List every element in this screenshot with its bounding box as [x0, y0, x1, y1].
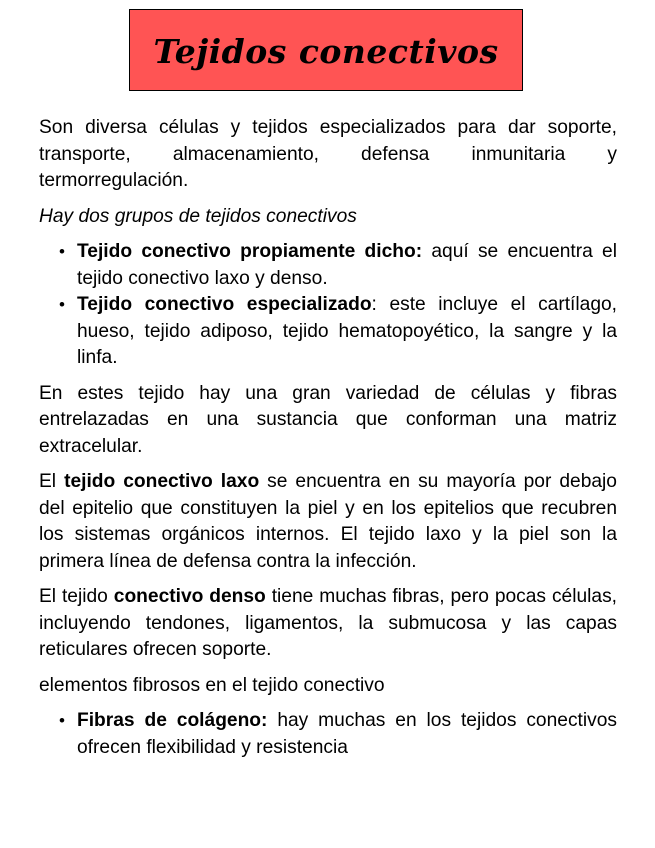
list-item — [39, 292, 617, 372]
denso-text-after: tiene muchas fibras, pero pocas células, incluyendo tendones, ligamentos, la submucosa y las capas reticulares ofrecen soporte. — [39, 586, 618, 660]
title-banner — [129, 9, 523, 91]
list-item-text: aquí se encuentra el tejido conectivo laxo y denso. — [77, 241, 617, 289]
denso-paragraph — [39, 584, 617, 664]
bullet-icon: • — [59, 711, 65, 730]
document-body — [39, 115, 617, 770]
fibers-list — [39, 708, 617, 761]
laxo-term: tejido conectivo laxo — [64, 471, 260, 492]
list-item-term: Tejido conectivo propiamente dicho: — [77, 241, 423, 262]
fibers-heading: elementos fibrosos en el tejido conectivo — [39, 674, 385, 696]
list-item-term: Tejido conectivo especializado — [77, 294, 372, 315]
bullet-icon: • — [59, 242, 65, 261]
laxo-text-before: El — [39, 471, 65, 492]
groups-heading: Hay dos grupos de tejidos conectivos — [39, 205, 357, 227]
laxo-paragraph — [39, 469, 617, 575]
bullet-icon: • — [59, 295, 65, 314]
list-item — [39, 708, 617, 761]
intro-paragraph: Son diversa células y tejidos especializados para dar soporte, transporte, almacenamiento, defensa inmunitaria y termorregulación. — [39, 117, 617, 191]
groups-list — [39, 239, 617, 372]
denso-text-before: El tejido — [39, 586, 114, 607]
list-item-term: Fibras de colágeno: — [77, 710, 268, 731]
list-item-text: : este incluye el cartílago, hueso, tejido adiposo, tejido hematopoyético, la sangre y la linfa. — [77, 294, 617, 368]
list-item — [39, 239, 617, 292]
denso-term: conectivo denso — [113, 586, 266, 607]
laxo-text-after: se encuentra en su mayoría por debajo del epitelio que constituyen la piel y en los epitelios que recubren los sistemas orgánicos internos. El tejido laxo y la piel son la primera línea de defensa contra la infección. — [39, 471, 617, 572]
list-item-text: hay muchas en los tejidos conectivos ofrecen flexibilidad y resistencia — [77, 710, 617, 758]
page-title: Tejidos conectivos — [153, 31, 499, 71]
matrix-paragraph: En estes tejido hay una gran variedad de células y fibras entrelazadas en una sustancia que conforman una matriz extracelular. — [39, 382, 617, 457]
